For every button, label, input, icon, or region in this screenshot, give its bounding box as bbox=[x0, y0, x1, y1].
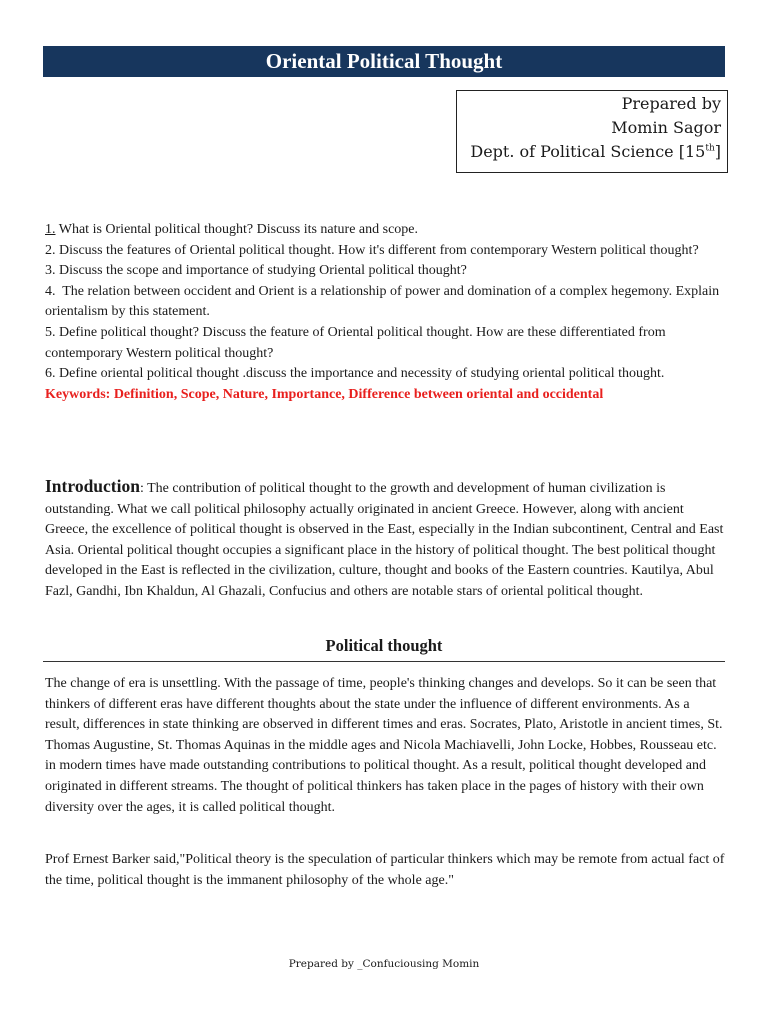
question-item bbox=[45, 323, 725, 364]
question-item bbox=[45, 282, 725, 323]
question-text: Define oriental political thought .discuss the importance and necessity of studying oriental political thought. bbox=[55, 366, 665, 382]
question-number: 3. bbox=[45, 263, 56, 279]
document-title: Oriental Political Thought bbox=[265, 49, 503, 73]
document-title-bar bbox=[43, 46, 725, 77]
question-number: 4. bbox=[45, 283, 56, 299]
question-number: 5. bbox=[45, 324, 56, 340]
department-text: Dept. of Political Science [15 bbox=[470, 142, 706, 161]
question-item bbox=[45, 364, 725, 385]
quote-paragraph: Prof Ernest Barker said,"Political theory is the speculation of particular thinkers which may be remote from actual fact of the time, political thought is the immanent philosophy of the whole age." bbox=[45, 852, 725, 888]
question-item bbox=[45, 220, 725, 241]
batch-suffix: th bbox=[705, 143, 715, 154]
body-paragraph: The change of era is unsettling. With the passage of time, people's thinking changes and develops. So it can be seen that thinkers of different eras have different thoughts about the state under the influence of different environments. As a result, differences in state thinking are observed in different times and eras. Socrates, Plato, Aristotle in ancient times, St. Thomas Augustine, St. Thomas Aquinas in the middle ages and Nicola Machiavelli, John Locke, Hobbes, Rousseau etc. in modern times have made outstanding contributions to political thought. As a result, political thought developed and originated in different streams. The thought of political thinkers has taken place in the pages of history with their own diversity over the ages, it is called political thought. bbox=[45, 676, 723, 815]
question-text: The relation between occident and Orient is a relationship of power and domination of a complex hegemony. Explain orientalism by this statement. bbox=[45, 283, 723, 320]
question-list bbox=[45, 220, 725, 405]
section-heading: Political thought bbox=[43, 635, 725, 662]
question-number: 6. bbox=[45, 366, 56, 382]
introduction-paragraph bbox=[45, 476, 725, 603]
question-number: 2. bbox=[45, 242, 56, 258]
department-bracket: ] bbox=[714, 142, 721, 161]
question-item bbox=[45, 261, 725, 282]
question-number: 1. bbox=[45, 222, 56, 237]
question-item bbox=[45, 241, 725, 262]
question-text: Discuss the scope and importance of studying Oriental political thought? bbox=[55, 263, 467, 279]
question-text: Define political thought? Discuss the feature of Oriental political thought. How are these differentiated from contemporary Western political thought? bbox=[45, 324, 666, 361]
question-text: What is Oriental political thought? Discuss its nature and scope. bbox=[55, 222, 418, 237]
department-line bbox=[457, 140, 721, 164]
introduction-text: : The contribution of political thought to the growth and development of human civilization is outstanding. What we call political philosophy actually originated in ancient Greece. However, along with ancient Greece, the excellence of political thought is observed in the East, especially in the Indian subcontinent, Central and East Asia. Oriental political thought occupies a significant place in the history of political thought. The best political thought developed in the East is reflected in the civilization, culture, thought and books of the Eastern countries. Kautilya, Abul Fazl, Gandhi, Ibn Khaldun, Al Ghazali, Confucius and others are notable stars of oriental political thought. bbox=[45, 481, 724, 599]
keywords-line: Keywords: Definition, Scope, Nature, Importance, Difference between oriental and occidental bbox=[45, 386, 604, 402]
page-footer: Prepared by _Confuciousing Momin bbox=[288, 958, 480, 970]
question-text: Discuss the features of Oriental political thought. How it's different from contemporary Western political thought? bbox=[55, 242, 699, 258]
prepared-by-label: Prepared by bbox=[621, 94, 721, 113]
introduction-label: Introduction bbox=[45, 476, 140, 496]
prepared-by-box bbox=[456, 90, 728, 173]
author-name: Momin Sagor bbox=[611, 118, 721, 137]
